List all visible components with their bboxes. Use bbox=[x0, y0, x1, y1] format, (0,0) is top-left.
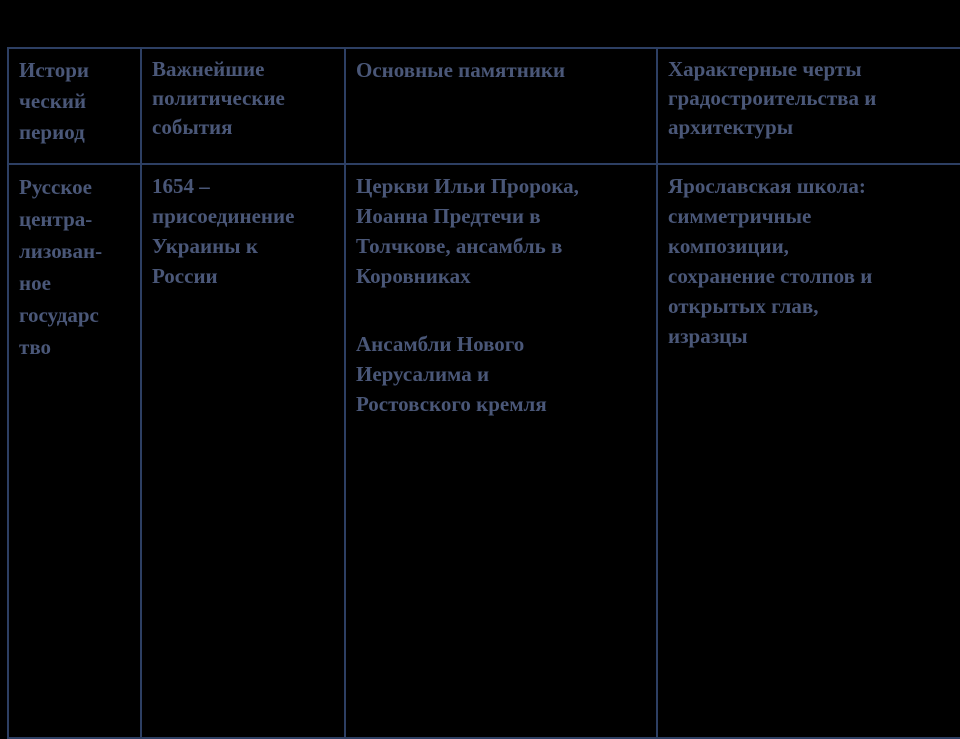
monuments-text-1: Церкви Ильи Пророка, Иоанна Предтечи в Толчкове, ансамбль в Коровниках bbox=[356, 174, 579, 288]
header-cell-period bbox=[8, 48, 141, 164]
header-features-text: Характерные черты градостроительства и архитектуры bbox=[668, 57, 877, 139]
header-period-text: Истори ческий период bbox=[19, 58, 89, 144]
header-cell-monuments bbox=[345, 48, 657, 164]
cell-events bbox=[141, 164, 345, 738]
header-cell-features bbox=[657, 48, 960, 164]
cell-monuments bbox=[345, 164, 657, 738]
history-table bbox=[7, 47, 960, 739]
paragraph-gap bbox=[356, 291, 648, 329]
period-text: Русское центра- лизован- ное государс тво bbox=[19, 175, 103, 359]
events-text: 1654 – присоединение Украины к России bbox=[152, 174, 295, 288]
header-cell-events bbox=[141, 48, 345, 164]
features-text: Ярославская школа: симметричные композиции, сохранение столпов и открытых глав, изразцы bbox=[668, 174, 873, 348]
cell-period bbox=[8, 164, 141, 738]
header-events-text: Важнейшие политические события bbox=[152, 57, 285, 139]
cell-features bbox=[657, 164, 960, 738]
header-monuments-text: Основные памятники bbox=[356, 58, 566, 82]
monuments-text-2: Ансамбли Нового Иерусалима и Ростовского кремля bbox=[356, 332, 547, 416]
table-row bbox=[8, 164, 960, 738]
table-header-row bbox=[8, 48, 960, 164]
